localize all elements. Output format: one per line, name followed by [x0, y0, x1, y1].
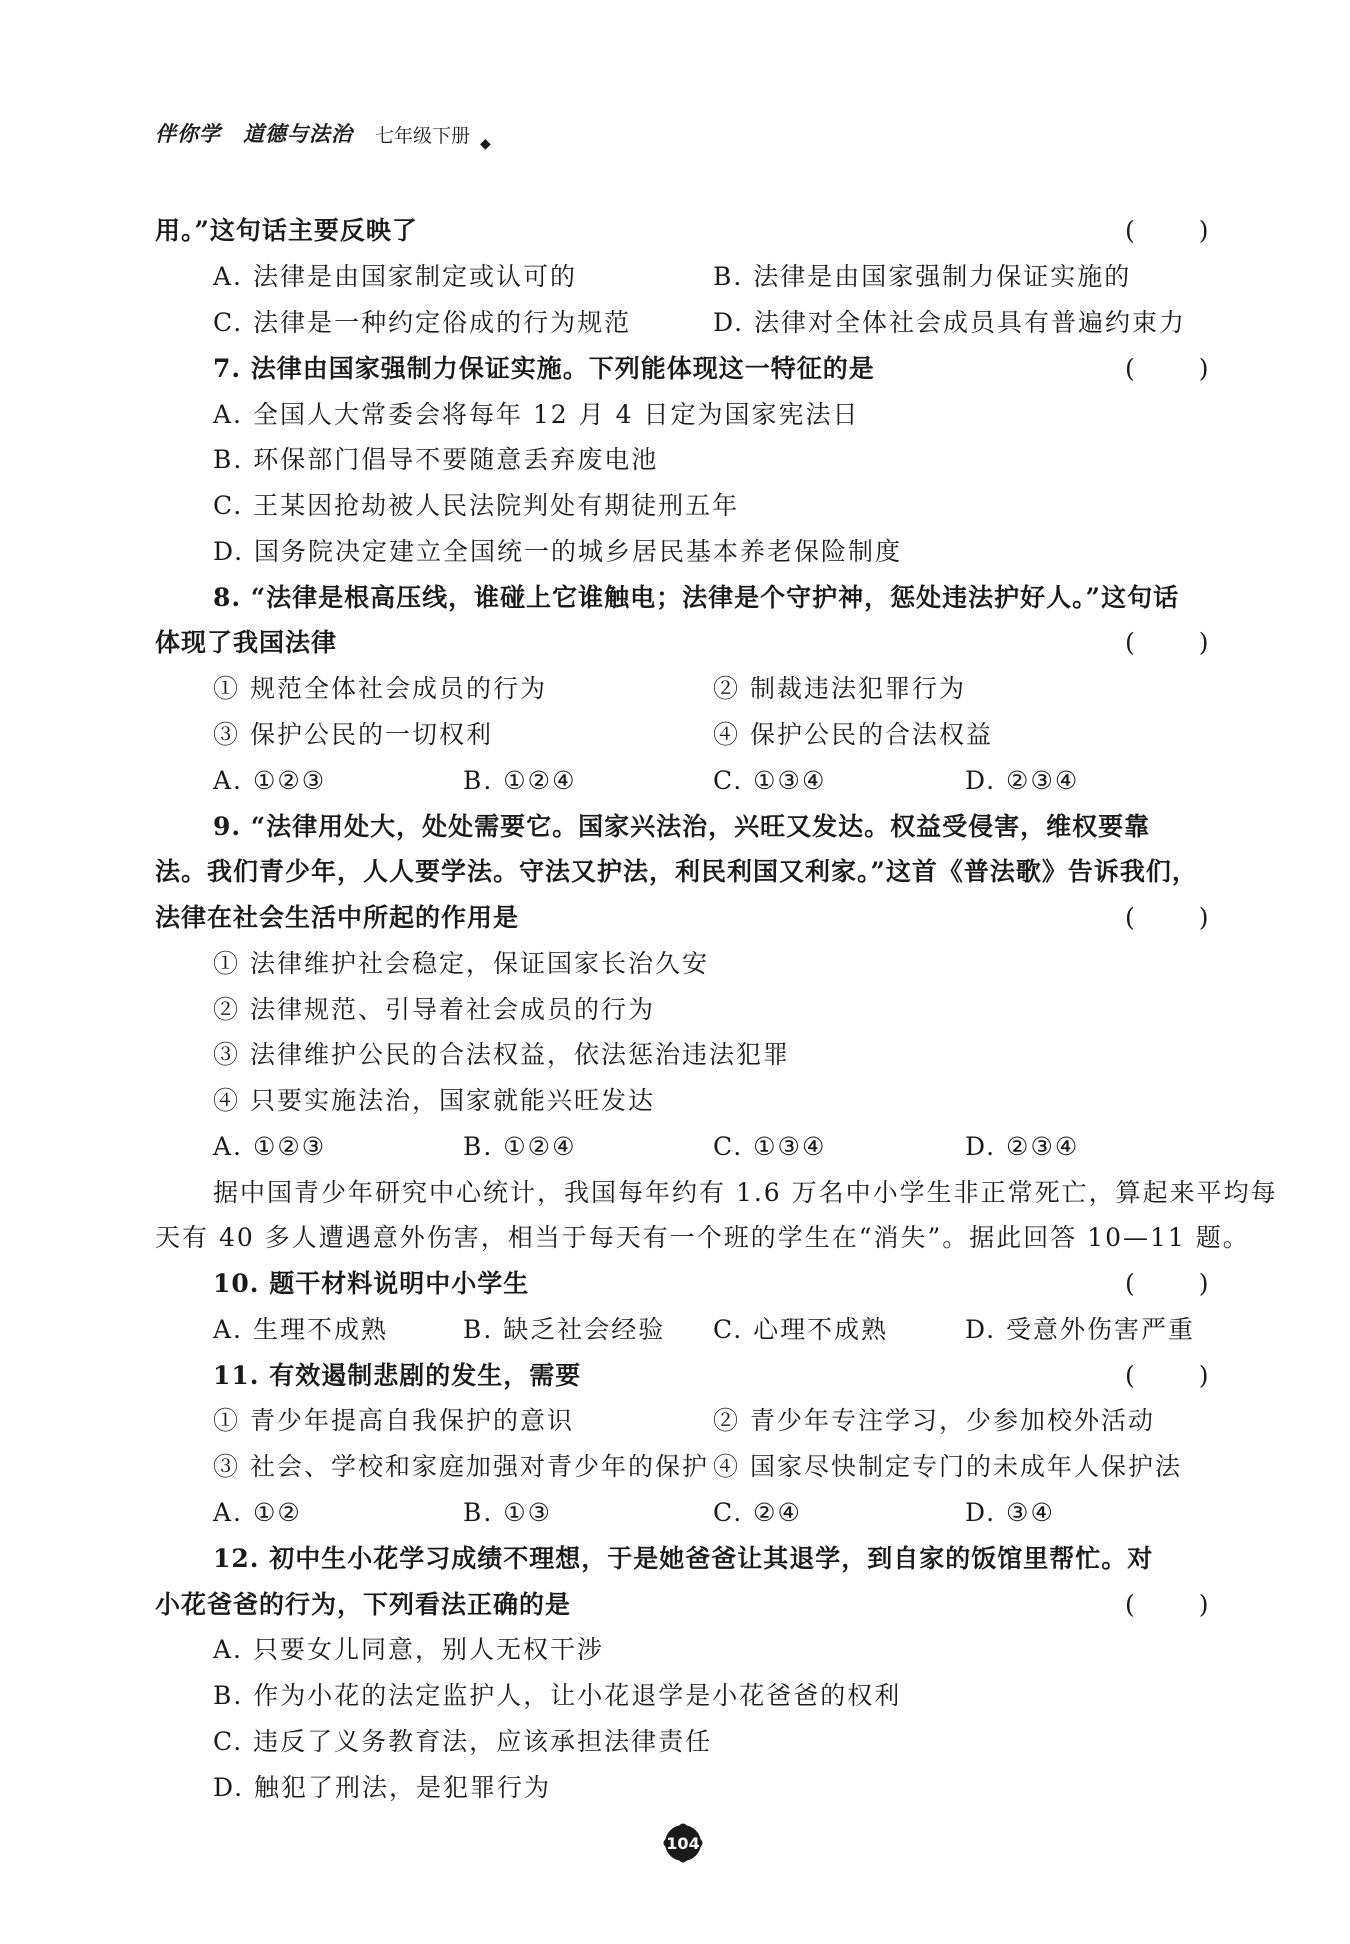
question-9-item-2: ② 法律规范、引导着社会成员的行为 [213, 995, 655, 1024]
question-6-option-d: D. 法律对全体社会成员具有普遍约束力 [713, 308, 1187, 337]
diamond-icon: ◆ [480, 136, 491, 152]
question-12-option-d: D. 触犯了刑法，是犯罪行为 [213, 1773, 552, 1802]
grade-label: 七年级下册 [375, 125, 471, 147]
question-11-option-b: B. ①③ [463, 1498, 553, 1527]
question-11-item-2: ② 青少年专注学习，少参加校外活动 [713, 1406, 1155, 1435]
question-10-option-a: A. 生理不成熟 [213, 1315, 388, 1344]
question-9-item-4: ④ 只要实施法治，国家就能兴旺发达 [213, 1086, 655, 1115]
question-11-option-a: A. ①② [213, 1498, 302, 1527]
question-10-option-b: B. 缺乏社会经验 [463, 1315, 666, 1344]
question-6-stem-end: 用。”这句话主要反映了 [155, 216, 418, 245]
question-9-stem-cont: 法。我们青少年，人人要学法。守法又护法，利民利国又利家。”这首《普法歌》告诉我们， [155, 857, 1198, 886]
question-11-stem: 11. 有效遏制悲剧的发生，需要 [213, 1361, 582, 1390]
question-12-option-b: B. 作为小花的法定监护人，让小花退学是小花爸爸的权利 [213, 1681, 902, 1710]
question-8-item-3: ③ 保护公民的一切权利 [213, 720, 493, 749]
series-name: 伴你学 [155, 122, 221, 146]
answer-bracket: ( ) [1125, 903, 1237, 932]
question-11-option-d: D. ③④ [965, 1498, 1055, 1527]
question-7-option-d: D. 国务院决定建立全国统一的城乡居民基本养老保险制度 [213, 537, 903, 566]
answer-bracket: ( ) [1125, 628, 1237, 657]
question-6-option-c: C. 法律是一种约定俗成的行为规范 [213, 308, 632, 337]
page-number: 104 [666, 1833, 700, 1853]
question-11-item-4: ④ 国家尽快制定专门的未成年人保护法 [713, 1452, 1182, 1481]
material-paragraph-line-2: 天有 40 多人遭遇意外伤害，相当于每天有一个班的学生在“消失”。据此回答 10—11 题。 [155, 1223, 1250, 1252]
question-9-option-c: C. ①③④ [713, 1132, 827, 1161]
subject-name: 道德与法治 [243, 122, 353, 146]
answer-bracket: ( ) [1125, 1590, 1237, 1619]
question-6-option-b: B. 法律是由国家强制力保证实施的 [713, 262, 1132, 291]
question-7-stem: 7. 法律由国家强制力保证实施。下列能体现这一特征的是 [213, 354, 875, 383]
question-8-item-4: ④ 保护公民的合法权益 [713, 720, 993, 749]
question-6-option-a: A. 法律是由国家制定或认可的 [213, 262, 577, 291]
question-9-option-b: B. ①②④ [463, 1132, 577, 1161]
answer-bracket: ( ) [1125, 354, 1237, 383]
question-8-option-c: C. ①③④ [713, 766, 827, 795]
question-8-stem-cont: 体现了我国法律 [155, 628, 338, 657]
question-9-item-3: ③ 法律维护公民的合法权益，依法惩治违法犯罪 [213, 1040, 790, 1069]
question-12-option-a: A. 只要女儿同意，别人无权干涉 [213, 1635, 604, 1664]
running-header [155, 118, 491, 152]
question-7-option-c: C. 王某因抢劫被人民法院判处有期徒刑五年 [213, 491, 740, 520]
question-9-stem-end: 法律在社会生活中所起的作用是 [155, 903, 520, 932]
answer-bracket: ( ) [1125, 1269, 1237, 1298]
question-9-item-1: ① 法律维护社会稳定，保证国家长治久安 [213, 949, 709, 978]
question-11-item-1: ① 青少年提高自我保护的意识 [213, 1406, 574, 1435]
question-8-item-1: ① 规范全体社会成员的行为 [213, 674, 547, 703]
question-8-option-a: A. ①②③ [213, 766, 327, 795]
question-12-stem-cont: 小花爸爸的行为，下列看法正确的是 [155, 1590, 572, 1619]
answer-bracket: ( ) [1125, 1361, 1237, 1390]
question-7-option-a: A. 全国人大常委会将每年 12 月 4 日定为国家宪法日 [213, 400, 860, 429]
question-10-option-d: D. 受意外伤害严重 [965, 1315, 1196, 1344]
question-12-stem: 12. 初中生小花学习成绩不理想，于是她爸爸让其退学，到自家的饭馆里帮忙。对 [213, 1544, 1154, 1573]
question-9-stem: 9. “法律用处大，处处需要它。国家兴法治，兴旺又发达。权益受侵害，维权要靠 [213, 812, 1151, 841]
question-8-option-b: B. ①②④ [463, 766, 577, 795]
page-number-badge [663, 1823, 703, 1863]
question-7-option-b: B. 环保部门倡导不要随意丢弃废电池 [213, 445, 659, 474]
question-8-item-2: ② 制裁违法犯罪行为 [713, 674, 966, 703]
question-12-option-c: C. 违反了义务教育法，应该承担法律责任 [213, 1727, 713, 1756]
material-paragraph-line-1: 据中国青少年研究中心统计，我国每年约有 1.6 万名中小学生非正常死亡，算起来平均每 [213, 1178, 1278, 1207]
question-9-option-a: A. ①②③ [213, 1132, 327, 1161]
answer-bracket: ( ) [1125, 216, 1237, 245]
question-10-stem: 10. 题干材料说明中小学生 [213, 1269, 530, 1298]
question-11-item-3: ③ 社会、学校和家庭加强对青少年的保护 [213, 1452, 709, 1481]
question-10-option-c: C. 心理不成熟 [713, 1315, 889, 1344]
question-9-option-d: D. ②③④ [965, 1132, 1080, 1161]
question-8-option-d: D. ②③④ [965, 766, 1080, 795]
question-11-option-c: C. ②④ [713, 1498, 802, 1527]
question-8-stem: 8. “法律是根高压线，谁碰上它谁触电；法律是个守护神，惩处违法护好人。”这句话 [213, 583, 1180, 612]
